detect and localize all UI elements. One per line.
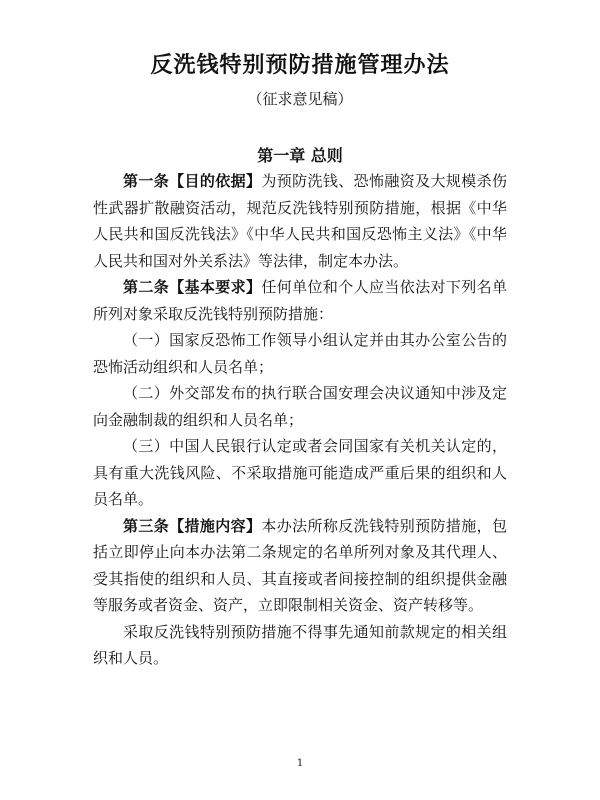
- chapter-heading: 第一章 总则: [257, 146, 343, 165]
- list-item-2: （二）外交部发布的执行联合国安理会决议通知中涉及定向金融制裁的组织和人员名单；: [93, 384, 507, 429]
- article-1: [93, 168, 507, 274]
- article-2-text: 任何单位和个人应当依法对下列名单所列对象采取反洗钱特别预防措施：: [93, 278, 507, 323]
- article-3-text: 本办法所称反洗钱特别预防措施，包括立即停止向本办法第二条规定的名单所列对象及其代理人、受其指使的组织和人员、其直接或者间接控制的组织提供金融等服务或者资金、资产，立即限制相关资金、资产转移等。: [93, 516, 507, 614]
- list-item-1: （一）国家反恐怖工作领导小组认定并由其办公室公告的恐怖活动组织和人员名单；: [93, 331, 507, 376]
- closing-paragraph: 采取反洗钱特别预防措施不得事先通知前款规定的相关组织和人员。: [93, 622, 507, 667]
- document-subtitle: （征求意见稿）: [247, 90, 353, 108]
- list-item-3: （三）中国人民银行认定或者会同国家有关机关认定的，具有重大洗钱风险、不采取措施可能造成严重后果的组织和人员名单。: [93, 437, 507, 508]
- article-2: [93, 274, 507, 327]
- article-1-text: 为预防洗钱、恐怖融资及大规模杀伤性武器扩散融资活动，规范反洗钱特别预防措施，根据《中华人民共和国反洗钱法》《中华人民共和国反恐怖主义法》《中华人民共和国对外关系法》等法律，制定本办法。: [93, 172, 507, 270]
- document-body: [93, 168, 507, 672]
- article-1-label: 第一条【目的依据】: [123, 172, 262, 190]
- article-3: [93, 513, 507, 619]
- article-3-label: 第三条【措施内容】: [123, 516, 262, 535]
- page-number: 1: [296, 758, 304, 769]
- document-title: 反洗钱特别预防措施管理办法: [150, 52, 450, 78]
- article-2-label: 第二条【基本要求】: [123, 278, 262, 296]
